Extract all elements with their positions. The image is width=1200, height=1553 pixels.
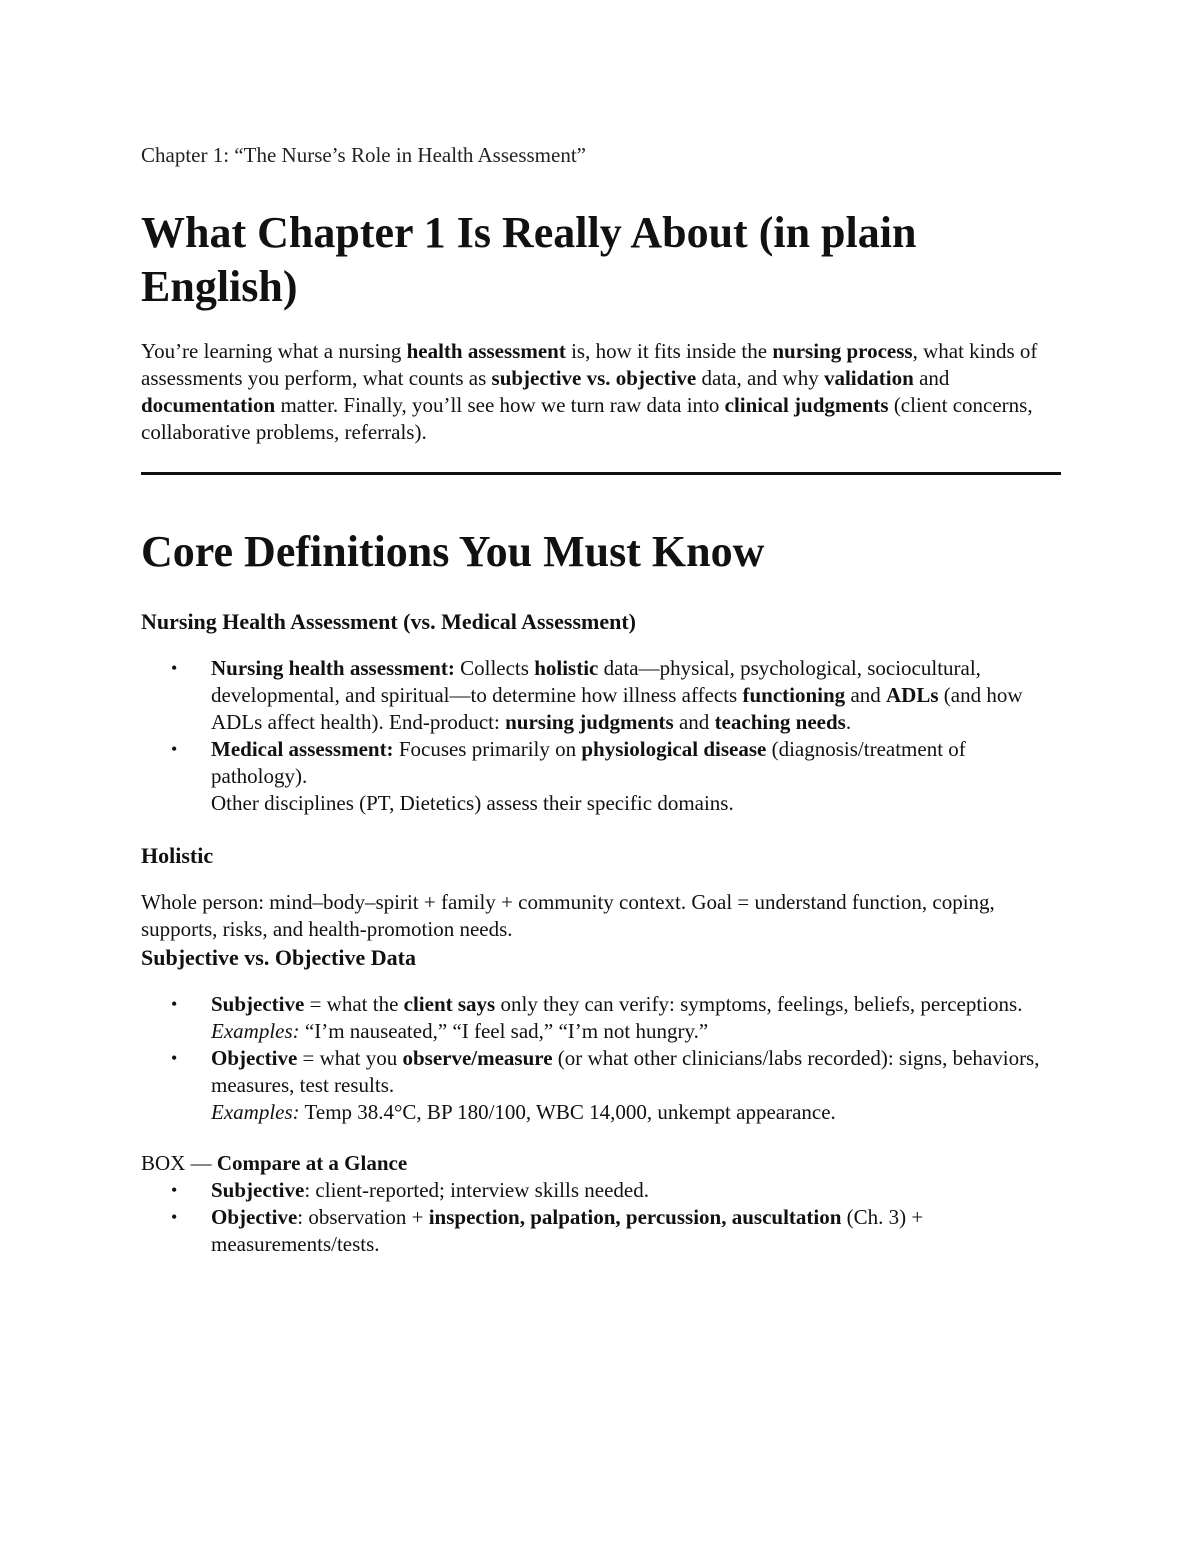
bullet-icon: • [171,1207,178,1227]
nha-list [141,655,1061,817]
main-heading: What Chapter 1 Is Really About (in plain English) [141,208,917,311]
bullet-icon: • [171,658,178,678]
horizontal-rule [141,472,1061,475]
box-list [141,1177,1061,1258]
list-item: • Objective: observation + inspection, palpation, percussion, auscultation (Ch. 3) + measurements/tests. [171,1205,924,1256]
document-page [141,140,1061,1282]
data-section-heading: Subjective vs. Objective Data [141,945,416,970]
holistic-paragraph: Whole person: mind–body–spirit + family + community context. Goal = understand function, coping, supports, risks, and health-promotion needs. [141,890,995,941]
nha-section-heading: Nursing Health Assessment (vs. Medical Assessment) [141,609,636,634]
bullet-icon: • [171,1048,178,1068]
bullet-icon: • [171,1180,178,1200]
bullet-icon: • [171,994,178,1014]
data-list [141,991,1061,1126]
list-item: • Subjective: client-reported; interview skills needed. [171,1178,649,1202]
chapter-title: Chapter 1: “The Nurse’s Role in Health Assessment” [141,143,586,167]
list-item: • Nursing health assessment: Collects holistic data—physical, psychological, sociocultural, developmental, and spiritual—to determine how illness affects functioning and ADLs (and how ADLs affect health). End-product: nursing judgments and teaching needs. [171,656,1023,734]
core-definitions-heading: Core Definitions You Must Know [141,527,765,576]
list-item: • Medical assessment: Focuses primarily on physiological disease (diagnosis/treatment of pathology). Other disciplines (PT, Dietetics) assess their specific domains. [171,737,966,815]
list-item: • Objective = what you observe/measure (or what other clinicians/labs recorded): signs, behaviors, measures, test results. Examples: Temp 38.4°C, BP 180/100, WBC 14,000, unkempt appearance. [171,1046,1040,1124]
box-heading: BOX — Compare at a Glance [141,1151,408,1175]
bullet-icon: • [171,739,178,759]
holistic-heading: Holistic [141,843,214,868]
list-item: • Subjective = what the client says only they can verify: symptoms, feelings, beliefs, perceptions. Examples: “I’m nauseated,” “I feel sad,” “I’m not hungry.” [171,992,1023,1043]
intro-paragraph: You’re learning what a nursing health assessment is, how it fits inside the nursing process, what kinds of assessments you perform, what counts as subjective vs. objective data, and why validation and documentation matter. Finally, you’ll see how we turn raw data into clinical judgments (client concerns, collaborative problems, referrals). [141,339,1038,444]
